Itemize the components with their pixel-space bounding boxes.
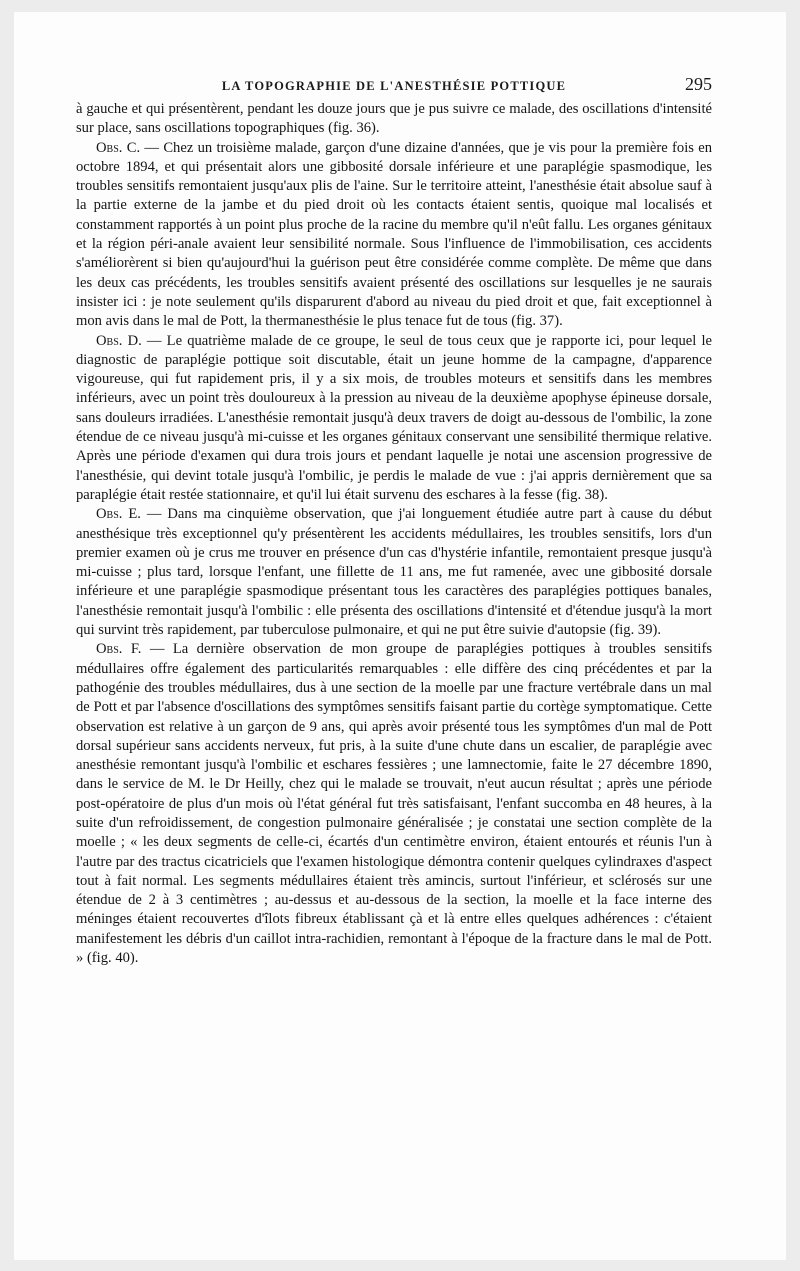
observation-label: Obs. F. [96,641,142,658]
paragraph-text: — La dernière observation de mon groupe de paraplégies pottiques à troubles sensitifs médullaires offre également des particularités remarquables : elle diffère des cinq précédentes et par la pathogénie des troubles médullaires, dus à une section de la moelle par une fracture vertébrale dans un mal de Pott et par l'absence d'oscillations des symptômes sensitifs faisant partie du cortège symptomatique. Cette observation est relative à un garçon de 9 ans, qui après avoir présenté tous les symptômes d'un mal de Pott dorsal supérieur sans accidents nerveux, fut pris, à la suite d'une chute dans un escalier, de paraplégie avec anesthésie remontant jusqu'à l'ombilic et eschares fessières ; une lamnectomie, faite le 27 décembre 1890, dans le service de M. le Dr Heilly, chez qui le malade se trouvait, n'eut aucun résultat ; après une période post-opératoire de plus d'un mois où l'état général fut très satisfaisant, l'enfant succomba en 48 heures, à la suite d'un refroidissement, de congestion pulmonaire généralisée ; je constatai une section complète de la moelle ; « les deux segments de celle-ci, écartés d'un centimètre environ, étaient entourés et réunis l'un à l'autre par des tractus cicatriciels que l'examen histologique démontra contenir quelques cylindraxes d'aspect tout à fait normal. Les segments médullaires étaient très amincis, surtout l'inférieur, et sclérosés sur une étendue de 2 à 3 centimètres ; au-dessus et au-dessous de la section, la moelle et la face interne des méninges étaient recouvertes d'îlots fibreux établissant çà et là entre elles quelques adhérences : c'étaient manifestement les débris d'un caillot intra-rachidien, remontant à l'époque de la fracture dans le mal de Pott. » (fig. 40). [76,641,712,967]
paragraph-obs-f [76,640,712,968]
document-page [14,12,786,1260]
observation-label: Obs. E. [96,506,141,523]
running-title: LA TOPOGRAPHIE DE L'ANESTHÉSIE POTTIQUE [221,79,567,93]
paragraph-text: à gauche et qui présentèrent, pendant les douze jours que je pus suivre ce malade, des oscillations d'intensité sur place, sans oscillations topographiques (fig. 36). [76,101,712,137]
page-header [76,74,712,96]
paragraph-obs-d [76,332,712,506]
paragraph-text: — Le quatrième malade de ce groupe, le seul de tous ceux que je rapporte ici, pour lequel le diagnostic de paraplégie pottique soit discutable, était un jeune homme de la campagne, d'apparence vigoureuse, qui fut rapidement pris, il y a six mois, de troubles moteurs et sensitifs dans les membres inférieurs, avec un point très douloureux à la pression au niveau de la deuxième apophyse épineuse dorsale, sans douleurs irradiées. L'anesthésie remontait jusqu'à deux travers de doigt au-dessous de l'ombilic, la zone étendue de ce niveau jusqu'à mi-cuisse et les organes génitaux conservant une sensibilité thermique relative. Après une période d'examen qui dura trois jours et pendant laquelle je notai une ascension progressive de l'anesthésie, qui devint totale jusqu'à l'ombilic, je perdis le malade de vue : j'ai appris dernièrement que sa paraplégie était restée stationnaire, et qu'il lui était survenu des eschares à la fesse (fig. 38). [76,332,712,503]
paragraph-obs-e [76,505,712,640]
page-number: 295 [685,74,712,94]
paragraph-text: — Chez un troisième malade, garçon d'une dizaine d'années, que je vis pour la première fois en octobre 1894, et qui présentait alors une gibbosité dorsale inférieure et une paraplégie spasmodique, les troubles sensitifs remontaient jusqu'aux plis de l'aine. Sur le territoire atteint, l'anesthésie était absolue sauf à la partie externe de la jambe et du pied droit où les contacts étaient sentis, quoique mal localisés et constamment rapportés à un point plus proche de la racine du membre qu'il n'eût fallu. Les organes génitaux et la région péri-anale avaient leur sensibilité normale. Sous l'influence de l'immobilisation, ces accidents s'améliorèrent si bien qu'aujourd'hui la guérison peut être considérée comme complète. De même que dans les deux cas précédents, les troubles sensitifs avaient présenté des oscillations sur lesquelles je ne saurais insister ici : je note seulement qu'ils disparurent d'abord au niveau du pied droit et que, fait exceptionnel à mon avis dans le mal de Pott, la thermanesthésie le plus tenace fut de tous (fig. 37). [76,139,713,330]
paragraph-obs-c [76,139,712,332]
body-text [76,100,712,968]
observation-label: Obs. D. [96,332,142,349]
paragraph-continuation [76,100,712,139]
paragraph-text: — Dans ma cinquième observation, que j'ai longuement étudiée autre part à cause du début anesthésique très exceptionnel qu'y présentèrent les accidents médullaires, les troubles sensitifs, lors d'un premier examen où je crus me trouver en présence d'un cas d'hystérie infantile, remontaient presque jusqu'à mi-cuisse ; plus tard, lorsque l'enfant, une fillette de 11 ans, me fut ramenée, avec une gibbosité dorsale inférieure et une paraplégie spasmodique présentant tous les caractères des paraplégies pottiques banales, l'anesthésie remontait jusqu'à l'ombilic : elle présenta des oscillations d'intensité et d'étendue jusqu'à la mort qui survint très rapidement, par tuberculose pulmonaire, et qui ne put être suivie d'autopsie (fig. 39). [76,506,712,639]
observation-label: Obs. C. [96,139,141,156]
